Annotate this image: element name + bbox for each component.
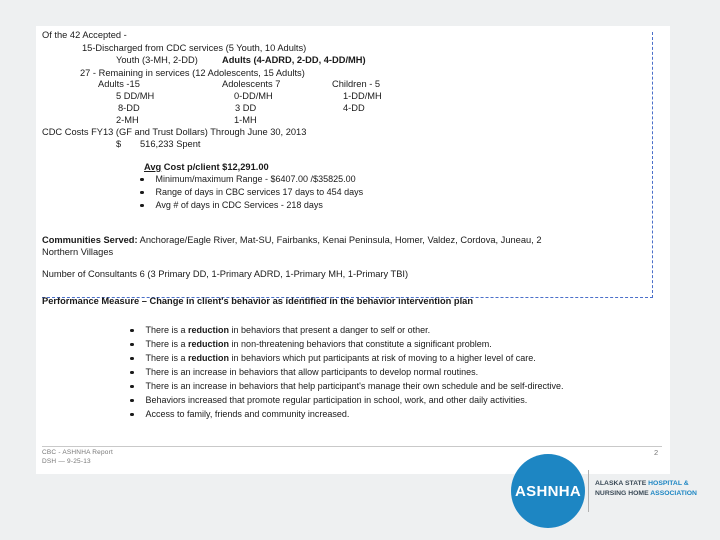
- communities-line: Communities Served: Anchorage/Eagle River, Mat-SU, Fairbanks, Kenai Peninsula, Homer, Valdez, Cordova, Juneau, 2: [42, 235, 542, 245]
- logo-text-line-2: NURSING HOME ASSOCIATION: [595, 490, 697, 497]
- footer-divider: [42, 446, 662, 447]
- measure-item: There is an increase in behaviors that allow participants to develop normal routines.: [130, 367, 478, 378]
- adults-heading: Adults -15: [98, 79, 140, 89]
- adults-dd-mh: 5 DD/MH: [116, 91, 155, 101]
- measure-item: Behaviors increased that promote regular participation in school, work, and other daily activities.: [130, 395, 527, 406]
- measure-item: Access to family, friends and community increased.: [130, 409, 349, 420]
- adults-mh: 2-MH: [116, 115, 139, 125]
- bullet-icon: [130, 385, 134, 389]
- bullet-icon: [130, 413, 134, 417]
- remaining-line: 27 - Remaining in services (12 Adolescents, 15 Adults): [80, 68, 305, 78]
- measure-item: There is an increase in behaviors that help participant's manage their own schedule and be self-directive.: [130, 381, 563, 392]
- communities-line-2: Northern Villages: [42, 247, 114, 257]
- bullet-icon: [130, 357, 134, 361]
- logo-text-line-1: ALASKA STATE HOSPITAL &: [595, 480, 689, 487]
- performance-heading: Performance Measure – Change in client's behavior as identified in the behavior intervention plan: [42, 296, 474, 306]
- bullet-icon: [130, 371, 134, 375]
- measure-item: There is a reduction in non-threatening behaviors that constitute a significant problem.: [130, 339, 492, 350]
- bullet-icon: [130, 399, 134, 403]
- adults-dd: 8-DD: [118, 103, 140, 113]
- youth-breakdown: Youth (3-MH, 2-DD): [116, 55, 198, 65]
- adults-breakdown: Adults (4-ADRD, 2-DD, 4-DD/MH): [222, 55, 366, 65]
- footer-line-2: DSH — 9-25-13: [42, 458, 91, 465]
- adolescents-mh: 1-MH: [234, 115, 257, 125]
- adolescents-dd: 3 DD: [235, 103, 257, 113]
- avg-cost-line: Avg Cost p/client $12,291.00: [144, 162, 269, 172]
- adolescents-dd-mh: 0-DD/MH: [234, 91, 273, 101]
- measure-item: There is a reduction in behaviors which put participants at risk of moving to a higher level of care.: [130, 353, 536, 364]
- spent-amount: 516,233 Spent: [140, 139, 201, 149]
- children-dd: 4-DD: [343, 103, 365, 113]
- cost-bullet: Minimum/maximum Range - $6407.00 /$35825.00: [140, 174, 356, 185]
- consultants-line: Number of Consultants 6 (3 Primary DD, 1-Primary ADRD, 1-Primary MH, 1-Primary TBI): [42, 269, 409, 279]
- report-slide: [36, 26, 670, 474]
- dollar-sign: $: [116, 139, 122, 149]
- accepted-heading: Of the 42 Accepted -: [42, 30, 127, 40]
- ashnha-logo-icon: ASHNHA: [511, 454, 585, 528]
- footer-line-1: CBC - ASHNHA Report: [42, 449, 113, 456]
- cost-bullet: Avg # of days in CDC Services - 218 days: [140, 200, 323, 211]
- adolescents-heading: Adolescents 7: [222, 79, 281, 89]
- discharged-line: 15-Discharged from CDC services (5 Youth, 10 Adults): [82, 43, 307, 53]
- bullet-icon: [130, 343, 134, 347]
- logo-divider: [588, 470, 589, 512]
- children-dd-mh: 1-DD/MH: [343, 91, 382, 101]
- bullet-icon: [130, 329, 134, 333]
- costs-heading: CDC Costs FY13 (GF and Trust Dollars) Through June 30, 2013: [42, 127, 307, 137]
- children-heading: Children - 5: [332, 79, 381, 89]
- page-number: 2: [654, 448, 659, 457]
- cost-bullet: Range of days in CBC services 17 days to 454 days: [140, 187, 363, 198]
- measure-item: There is a reduction in behaviors that present a danger to self or other.: [130, 325, 430, 336]
